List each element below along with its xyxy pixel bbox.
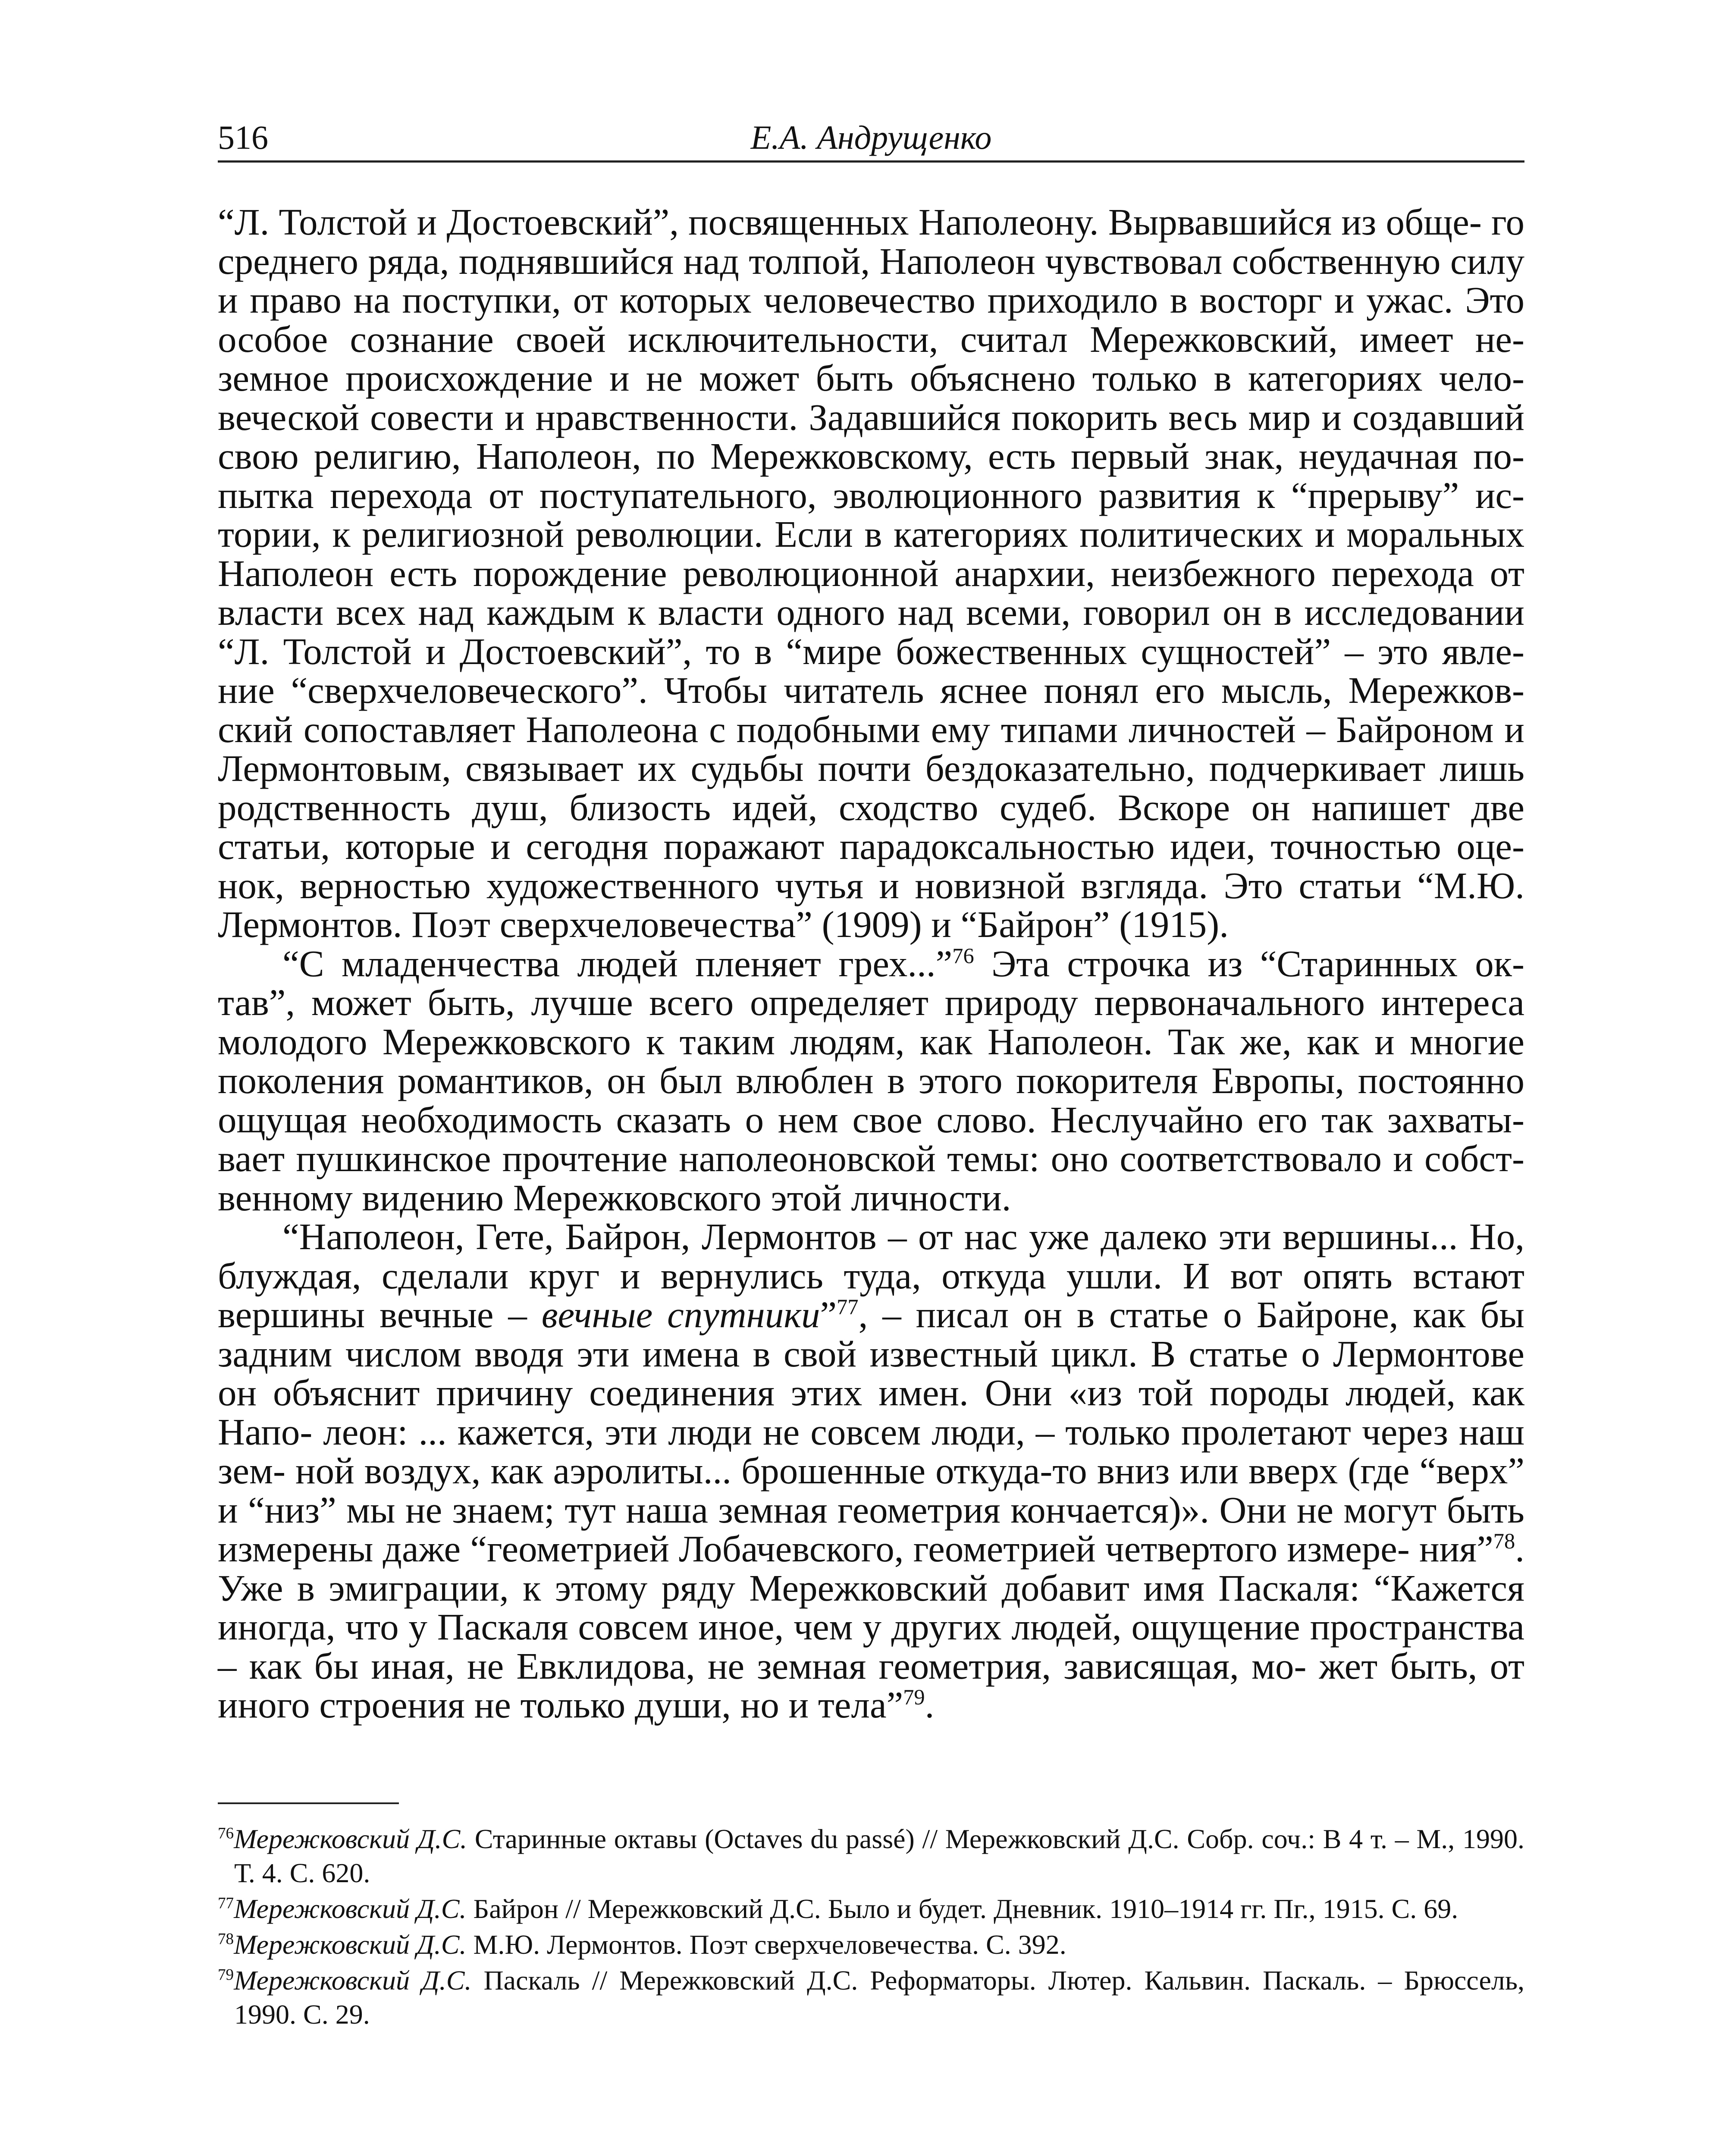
footnote-text: Байрон // Мережковский Д.С. Было и будет. Дневник. 1910–1914 гг. Пг., 1915. С. 69.: [466, 1893, 1458, 1924]
footnote-ref-78: 78: [1493, 1529, 1515, 1553]
footnote-number: 78: [218, 1930, 234, 1948]
paragraph-3-text-b: ”: [820, 1294, 837, 1335]
main-text: [218, 203, 1524, 1725]
running-head: Е.А. Андрущенко: [750, 119, 992, 156]
paragraph-2-quote: “С младенчества людей пленяет грех...”: [282, 942, 953, 984]
footnote-76: [218, 1822, 1524, 1890]
paragraph-2: [218, 944, 1524, 1218]
footnote-text: Старинные октавы (Octaves du passé) // Мережковский Д.С. Собр. соч.: В 4 т. – М., 1990. Т. 4. С. 620.: [234, 1824, 1525, 1888]
footnote-author: Мережковский Д.С.: [234, 1929, 467, 1960]
paragraph-2-text: Эта строчка из “Старинных ок- тав”, может быть, лучше всего определяет природу первоначального интереса молодого Мережковского к таким людям, как Наполеон. Так же, как и многие поколения романтиков, он был влюблен в этого покорителя Европы, постоянно ощущая необходимость сказать о нем свое слово. Неслучайно его так захваты- вает пушкинское прочтение наполеоновской темы: оно соответствовало и собст- венному видению Мережковского этой личности.: [218, 942, 1524, 1219]
footnote-text: Паскаль // Мережковский Д.С. Реформаторы. Лютер. Кальвин. Паскаль. – Брюссель, 1990. С. 29.: [234, 1965, 1525, 2030]
paragraph-3: [218, 1217, 1524, 1725]
footnotes: [218, 1822, 1524, 2033]
paragraph-1: “Л. Толстой и Достоевский”, посвященных Наполеону. Вырвавшийся из обще- го среднего ряда, поднявшийся над толпой, Наполеон чувствовал собственную силу и право на поступки, от которых человечество приходило в восторг и ужас. Это особое сознание своей исключительности, считал Мережковский, имеет не- земное происхождение и не может быть объяснено только в категориях чело- веческой совести и нравственности. Задавшийся покорить весь мир и создавший свою религию, Наполеон, по Мережковскому, есть первый знак, неудачная по- пытка перехода от поступательного, эволюционного развития к “прерыву” ис- тории, к религиозной революции. Если в категориях политических и моральных Наполеон есть порождение революционной анархии, неизбежного перехода от власти всех над каждым к власти одного над всеми, говорил он в исследовании “Л. Толстой и Достоевский”, то в “мире божественных сущностей” – это явле- ние “сверхчеловеческого”. Чтобы читатель яснее понял его мысль, Мережков- ский сопоставляет Наполеона с подобными ему типами личностей – Байроном и Лермонтовым, связывает их судьбы почти бездоказательно, подчеркивает лишь родственность душ, близость идей, сходство судеб. Вскоре он напишет две статьи, которые и сегодня поражают парадоксальностью идеи, точностью оце- нок, верностью художественного чутья и новизной взгляда. Это статьи “М.Ю. Лермонтов. Поэт сверхчеловечества” (1909) и “Байрон” (1915).: [218, 201, 1524, 945]
footnote-number: 79: [218, 1966, 234, 1984]
paragraph-3-text-c: , – писал он в статье о Байроне, как бы задним числом вводя эти имена в свой известный цикл. В статье о Лермонтове он объяснит причину соединения этих имен. Они «из той породы людей, как Напо- леон: ... кажется, эти люди не совсем люди, – только пролетают через наш зем- ной воздух, как аэролиты... брошенные откуда-то вниз или вверх (где “верх” и “низ” мы не знаем; тут наша земная геометрия кончается)». Они не могут быть измерены даже “геометрией Лобачевского, геометрией четвертого измере- ния”: [218, 1294, 1524, 1570]
footnote-number: 76: [218, 1824, 234, 1843]
paragraph-3-text-e: .: [925, 1684, 935, 1726]
footnote-79: [218, 1963, 1524, 2031]
footnote-divider: [218, 1802, 399, 1804]
paragraph-3-text-d: . Уже в эмиграции, к этому ряду Мережковский добавит имя Паскаля: “Кажется иногда, что у Паскаля совсем иное, чем у других людей, ощущение пространства – как бы иная, не Евклидова, не земная геометрия, зависящая, мо- жет быть, от иного строения не только души, но и тела”: [218, 1528, 1524, 1726]
paragraph-3-text-a: “Наполеон, Гете, Байрон, Лермонтов – от нас уже далеко эти вершины... Но, блуждая, сделали круг и вернулись туда, откуда ушли. И вот опять встают вершины вечные –: [218, 1216, 1524, 1335]
footnote-author: Мережковский Д.С.: [234, 1965, 472, 1996]
footnote-ref-76: 76: [952, 943, 974, 968]
page-number: 516: [218, 119, 268, 156]
footnote-text: М.Ю. Лермонтов. Поэт сверхчеловечества. С. 392.: [466, 1929, 1066, 1960]
footnote-ref-77: 77: [837, 1295, 859, 1319]
footnote-78: [218, 1927, 1524, 1962]
footnote-number: 77: [218, 1894, 234, 1912]
footnote-ref-79: 79: [903, 1685, 925, 1709]
paragraph-3-italic: вечные спутники: [541, 1294, 820, 1335]
footnote-77: [218, 1892, 1524, 1926]
footnote-author: Мережковский Д.С.: [234, 1824, 467, 1854]
page-header: [218, 113, 1524, 163]
footnote-author: Мережковский Д.С.: [234, 1893, 467, 1924]
